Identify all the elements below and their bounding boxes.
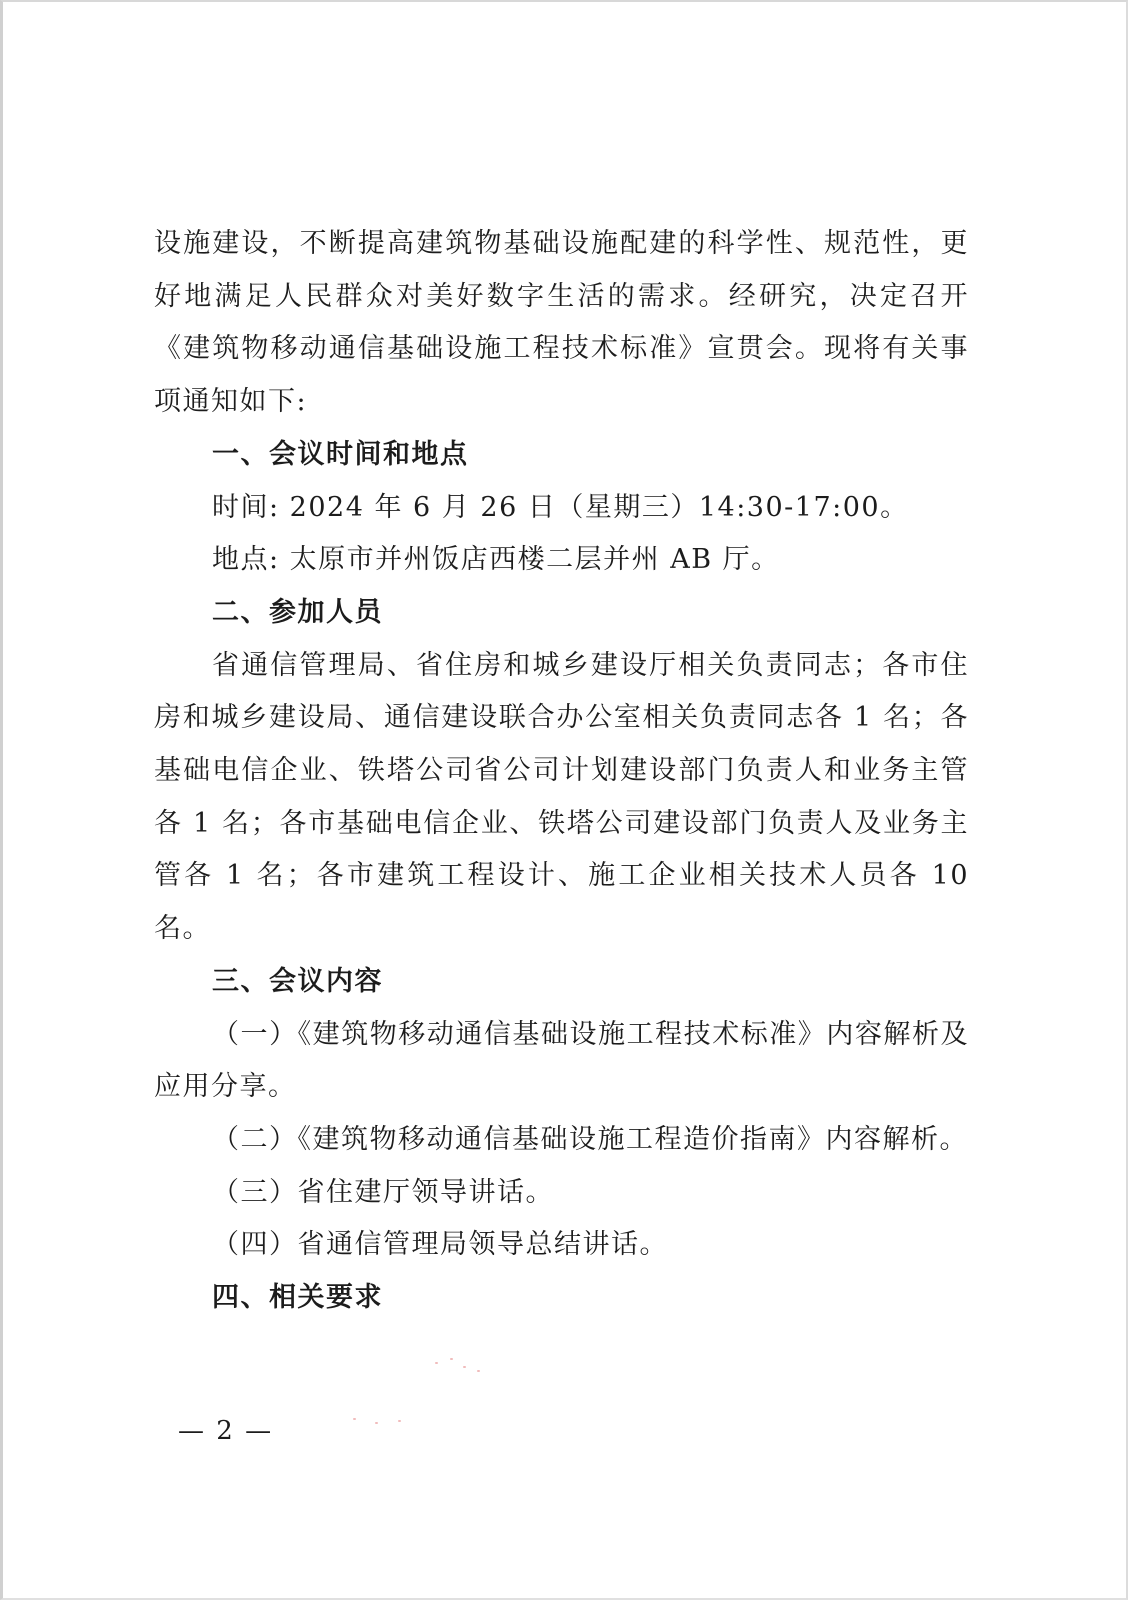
stamp-trace-mark xyxy=(375,1422,378,1424)
stamp-trace-mark xyxy=(435,1362,438,1364)
paragraph-intro: 设施建设，不断提高建筑物基础设施配建的科学性、规范性，更好地满足人民群众对美好数字生活的需求。经研究，决定召开《建筑物移动通信基础设施工程技术标准》宣贯会。现将有关事项通知如下: xyxy=(154,228,969,418)
document-body xyxy=(154,218,969,1325)
section-heading-content: 三、会议内容 xyxy=(212,965,383,997)
stamp-trace-mark xyxy=(450,1358,453,1360)
stamp-trace-mark xyxy=(398,1420,401,1422)
section-heading-attendees: 二、参加人员 xyxy=(212,596,383,628)
page-number: — 2 — xyxy=(178,1416,274,1446)
paragraph-content-item-2: （二）《建筑物移动通信基础设施工程造价指南》内容解析。 xyxy=(212,1123,968,1155)
paragraph-content-item-1: （一）《建筑物移动通信基础设施工程技术标准》内容解析及应用分享。 xyxy=(154,1018,969,1103)
section-heading-requirements: 四、相关要求 xyxy=(212,1282,383,1314)
section-heading-time-place: 一、会议时间和地点 xyxy=(212,438,469,470)
paragraph-content-item-3: （三）省住建厅领导讲话。 xyxy=(212,1176,554,1208)
stamp-trace-mark xyxy=(463,1366,466,1368)
stamp-trace-mark xyxy=(477,1370,480,1372)
paragraph-content-item-4: （四）省通信管理局领导总结讲话。 xyxy=(212,1229,668,1261)
paragraph-meeting-time: 时间: 2024 年 6 月 26 日（星期三）14:30-17:00。 xyxy=(212,491,909,523)
stamp-trace-mark xyxy=(353,1418,356,1420)
paragraph-attendees: 省通信管理局、省住房和城乡建设厅相关负责同志；各市住房和城乡建设局、通信建设联合办公室相关负责同志各 1 名；各基础电信企业、铁塔公司省公司计划建设部门负责人和业务主管各 1 名；各市基础电信企业、铁塔公司建设部门负责人及业务主管各 1 名；各市建筑工程设计、施工企业相关技术人员各 10 名。 xyxy=(154,649,969,945)
paragraph-meeting-place: 地点: 太原市并州饭店西楼二层并州 AB 厅。 xyxy=(212,544,780,576)
